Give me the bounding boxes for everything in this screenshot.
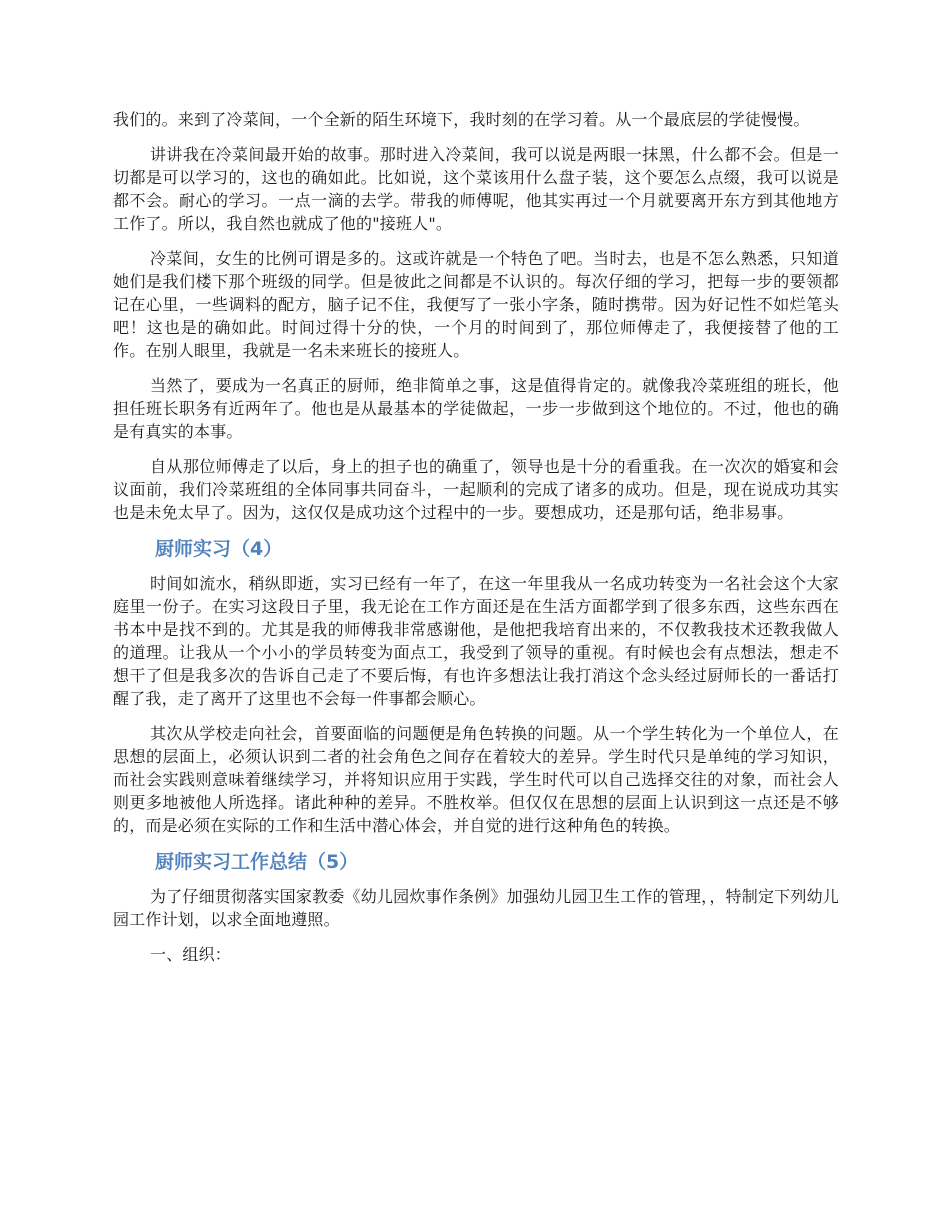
paragraph: 讲讲我在冷菜间最开始的故事。那时进入冷菜间，我可以说是两眼一抹黑，什么都不会。但是一切都是可以学习的，这也的确如此。比如说，这个菜该用什么盘子装，这个要怎么点缀，我可以说是都不会。耐心的学习。一点一滴的去学。带我的师傅呢，他其实再过一个月就要离开东方到其他地方工作了。所以，我自然也就成了他的"接班人"。	[113, 145, 839, 233]
paragraph: 我们的。来到了冷菜间，一个全新的陌生环境下，我时刻的在学习着。从一个最底层的学徒慢慢。	[113, 110, 810, 129]
section-heading-5: 厨师实习工作总结（5）	[155, 851, 359, 873]
paragraph: 自从那位师傅走了以后，身上的担子也的确重了，领导也是十分的看重我。在一次次的婚宴和会议面前，我们冷菜班组的全体同事共同奋斗，一起顺利的完成了诸多的成功。但是，现在说成功其实也是未免太早了。因为，这仅仅是成功这个过程中的一步。要想成功，还是那句话，绝非易事。	[113, 457, 839, 522]
document-page	[113, 108, 839, 978]
section-heading-4: 厨师实习（4）	[155, 538, 283, 560]
paragraph: 为了仔细贯彻落实国家教委《幼儿园炊事作条例》加强幼儿园卫生工作的管理，，特制定下列幼儿园工作计划，以求全面地遵照。	[113, 887, 839, 929]
paragraph: 冷菜间，女生的比例可谓是多的。这或许就是一个特色了吧。当时去，也是不怎么熟悉，只知道她们是我们楼下那个班级的同学。但是彼此之间都是不认识的。每次仔细的学习，把每一步的要领都记在心里，一些调料的配方，脑子记不住，我便写了一张小字条，随时携带。因为好记性不如烂笔头吧！这也是的确如此。时间过得十分的快，一个月的时间到了，那位师傅走了，我便接替了他的工作。在别人眼里，我就是一名未来班长的接班人。	[113, 249, 839, 360]
paragraph: 其次从学校走向社会，首要面临的问题便是角色转换的问题。从一个学生转化为一个单位人，在思想的层面上，必须认识到二者的社会角色之间存在着较大的差异。学生时代只是单纯的学习知识，而社会实践则意味着继续学习，并将知识应用于实践，学生时代可以自己选择交往的对象，而社会人则更多地被他人所选择。诸此种种的差异。不胜枚举。但仅仅在思想的层面上认识到这一点还是不够的，而是必须在实际的工作和生活中潜心体会，并自觉的进行这种角色的转换。	[113, 724, 839, 835]
paragraph: 时间如流水，稍纵即逝，实习已经有一年了，在这一年里我从一名成功转变为一名社会这个大家庭里一份子。在实习这段日子里，我无论在工作方面还是在生活方面都学到了很多东西，这些东西在书本中是找不到的。尤其是我的师傅我非常感谢他，是他把我培育出来的，不仅教我技术还教我做人的道理。让我从一个小小的学员转变为面点工，我受到了领导的重视。有时候也会有点想法，想走不想干了但是我多次的告诉自己走了不要后悔，有也许多想法让我打消这个念头经过厨师长的一番话打醒了我，走了离开了这里也不会每一件事都会顺心。	[113, 574, 839, 708]
paragraph: 当然了，要成为一名真正的厨师，绝非简单之事，这是值得肯定的。就像我冷菜班组的班长，他担任班长职务有近两年了。他也是从最基本的学徒做起，一步一步做到这个地位的。不过，他也的确是有真实的本事。	[113, 376, 839, 441]
list-heading-organization: 一、组织：	[150, 945, 232, 964]
